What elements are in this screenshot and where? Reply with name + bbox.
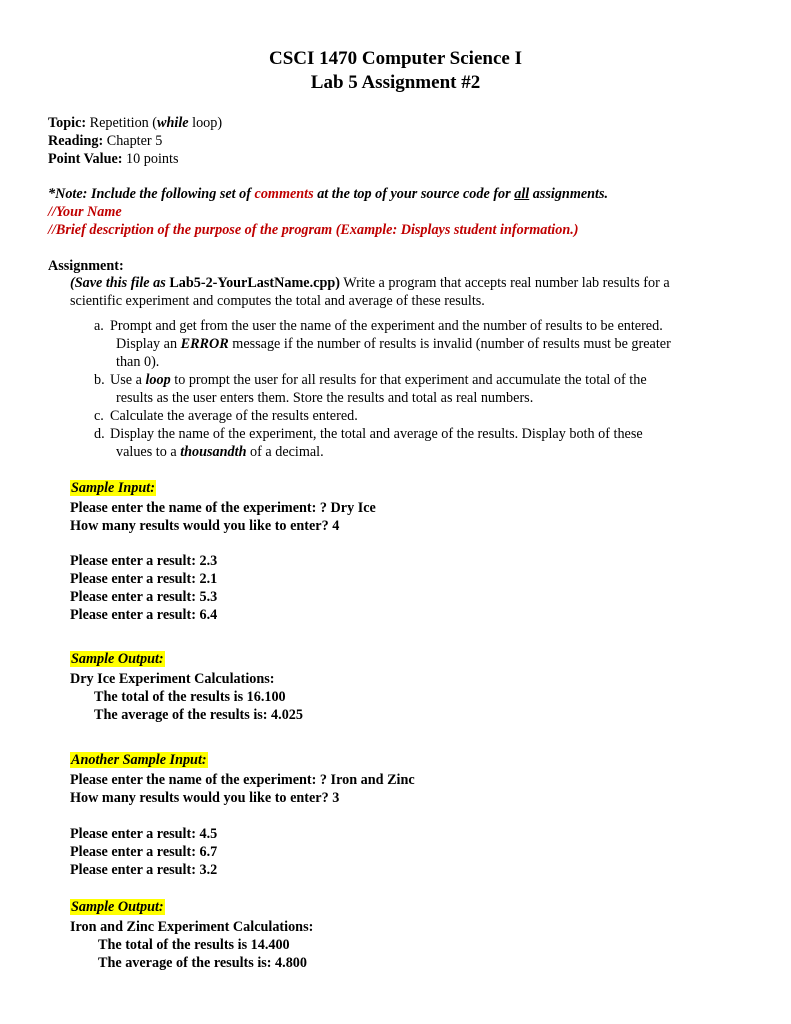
sample-question-count: How many results would you like to enter? 3	[70, 790, 340, 806]
points-value: 10 points	[126, 151, 179, 167]
list-marker: c.	[94, 408, 104, 424]
assignment-heading: Assignment:	[48, 258, 124, 274]
highlight-label: Another Sample Input:	[71, 752, 207, 768]
assignment-line-2: scientific experiment and computes the total and average of these results.	[70, 293, 485, 309]
points-label: Point Value:	[48, 151, 123, 167]
sample-result-line: Please enter a result: 2.3	[70, 553, 218, 569]
note-suffix: assignments.	[529, 186, 609, 202]
list-item-text: Use a	[110, 372, 146, 388]
list-item-text: of a decimal.	[246, 444, 324, 460]
sample-output-average: The average of the results is: 4.800	[98, 955, 307, 971]
list-item-b-line-2: results as the user enters them. Store the results and total as real numbers.	[116, 390, 534, 406]
list-item-a-line-2	[116, 335, 671, 353]
topic-line	[48, 114, 222, 132]
sample-input-label	[70, 479, 156, 497]
sample-output-label	[70, 898, 165, 916]
sample-result-line: Please enter a result: 2.1	[70, 571, 218, 587]
sample-result-line: Please enter a result: 6.7	[70, 844, 218, 860]
list-item-text: message if the number of results is invalid (number of results must be greater	[228, 336, 671, 352]
topic-suffix: loop)	[188, 115, 223, 131]
list-item-text: values to a	[116, 444, 181, 460]
note-red-word: comments	[254, 186, 314, 202]
page-title: CSCI 1470 Computer Science I	[269, 48, 522, 69]
sample-output-total: The total of the results is 14.400	[98, 937, 290, 953]
highlight-label: Sample Input:	[71, 480, 155, 496]
sample-result-line: Please enter a result: 4.5	[70, 826, 218, 842]
sample-question-name: Please enter the name of the experiment: ? Dry Ice	[70, 500, 376, 516]
list-item-c	[94, 407, 358, 425]
highlight-label: Sample Output:	[71, 899, 164, 915]
reading-value: Chapter 5	[106, 133, 163, 149]
list-item-text: Display the name of the experiment, the total and average of the results. Display both of these	[110, 426, 643, 442]
sample-output-label	[70, 650, 165, 668]
note-line	[48, 185, 608, 203]
note-comment-2: //Brief description of the purpose of the program (Example: Displays student information.)	[48, 222, 579, 238]
assignment-line-1	[70, 274, 670, 292]
sample-output-average: The average of the results is: 4.025	[94, 707, 303, 723]
save-file: Lab5-2-YourLastName.cpp)	[169, 275, 340, 291]
topic-italic: while	[157, 115, 189, 131]
list-marker: a.	[94, 318, 104, 334]
another-sample-input-label	[70, 751, 208, 769]
thousandth-emphasis: thousandth	[180, 444, 247, 460]
sample-question-name: Please enter the name of the experiment: ? Iron and Zinc	[70, 772, 415, 788]
sample-output-title: Iron and Zinc Experiment Calculations:	[70, 919, 314, 935]
assignment-line-1-rest: Write a program that accepts real number lab results for a	[339, 275, 670, 291]
highlight-label: Sample Output:	[71, 651, 164, 667]
page-subtitle: Lab 5 Assignment #2	[310, 72, 481, 93]
loop-emphasis: loop	[145, 372, 171, 388]
save-prefix: (Save this file as	[70, 275, 170, 291]
note-comment-1: //Your Name	[48, 204, 122, 220]
list-item-d	[94, 425, 643, 443]
topic-label: Topic:	[48, 115, 87, 131]
note-prefix: *Note: Include the following set of	[48, 186, 255, 202]
list-item-text: Prompt and get from the user the name of the experiment and the number of results to be entered.	[110, 318, 663, 334]
list-item-a-line-3: than 0).	[116, 354, 160, 370]
list-item-text: Display an	[116, 336, 181, 352]
list-item-text: to prompt the user for all results for that experiment and accumulate the total of the	[170, 372, 647, 388]
reading-label: Reading:	[48, 133, 104, 149]
points-line	[48, 150, 178, 168]
sample-output-total: The total of the results is 16.100	[94, 689, 286, 705]
sample-result-line: Please enter a result: 3.2	[70, 862, 218, 878]
list-marker: b.	[94, 372, 105, 388]
sample-result-line: Please enter a result: 5.3	[70, 589, 218, 605]
topic-prefix: Repetition (	[89, 115, 158, 131]
sample-question-count: How many results would you like to enter? 4	[70, 518, 340, 534]
error-emphasis: ERROR	[180, 336, 229, 352]
list-marker: d.	[94, 426, 105, 442]
note-middle: at the top of your source code for	[313, 186, 515, 202]
list-item-text: Calculate the average of the results entered.	[110, 408, 358, 424]
sample-result-line: Please enter a result: 6.4	[70, 607, 218, 623]
note-underlined: all	[514, 186, 530, 202]
list-item-a	[94, 317, 663, 335]
sample-output-title: Dry Ice Experiment Calculations:	[70, 671, 275, 687]
reading-line	[48, 132, 162, 150]
list-item-d-line-2	[116, 443, 324, 461]
list-item-b	[94, 371, 647, 389]
